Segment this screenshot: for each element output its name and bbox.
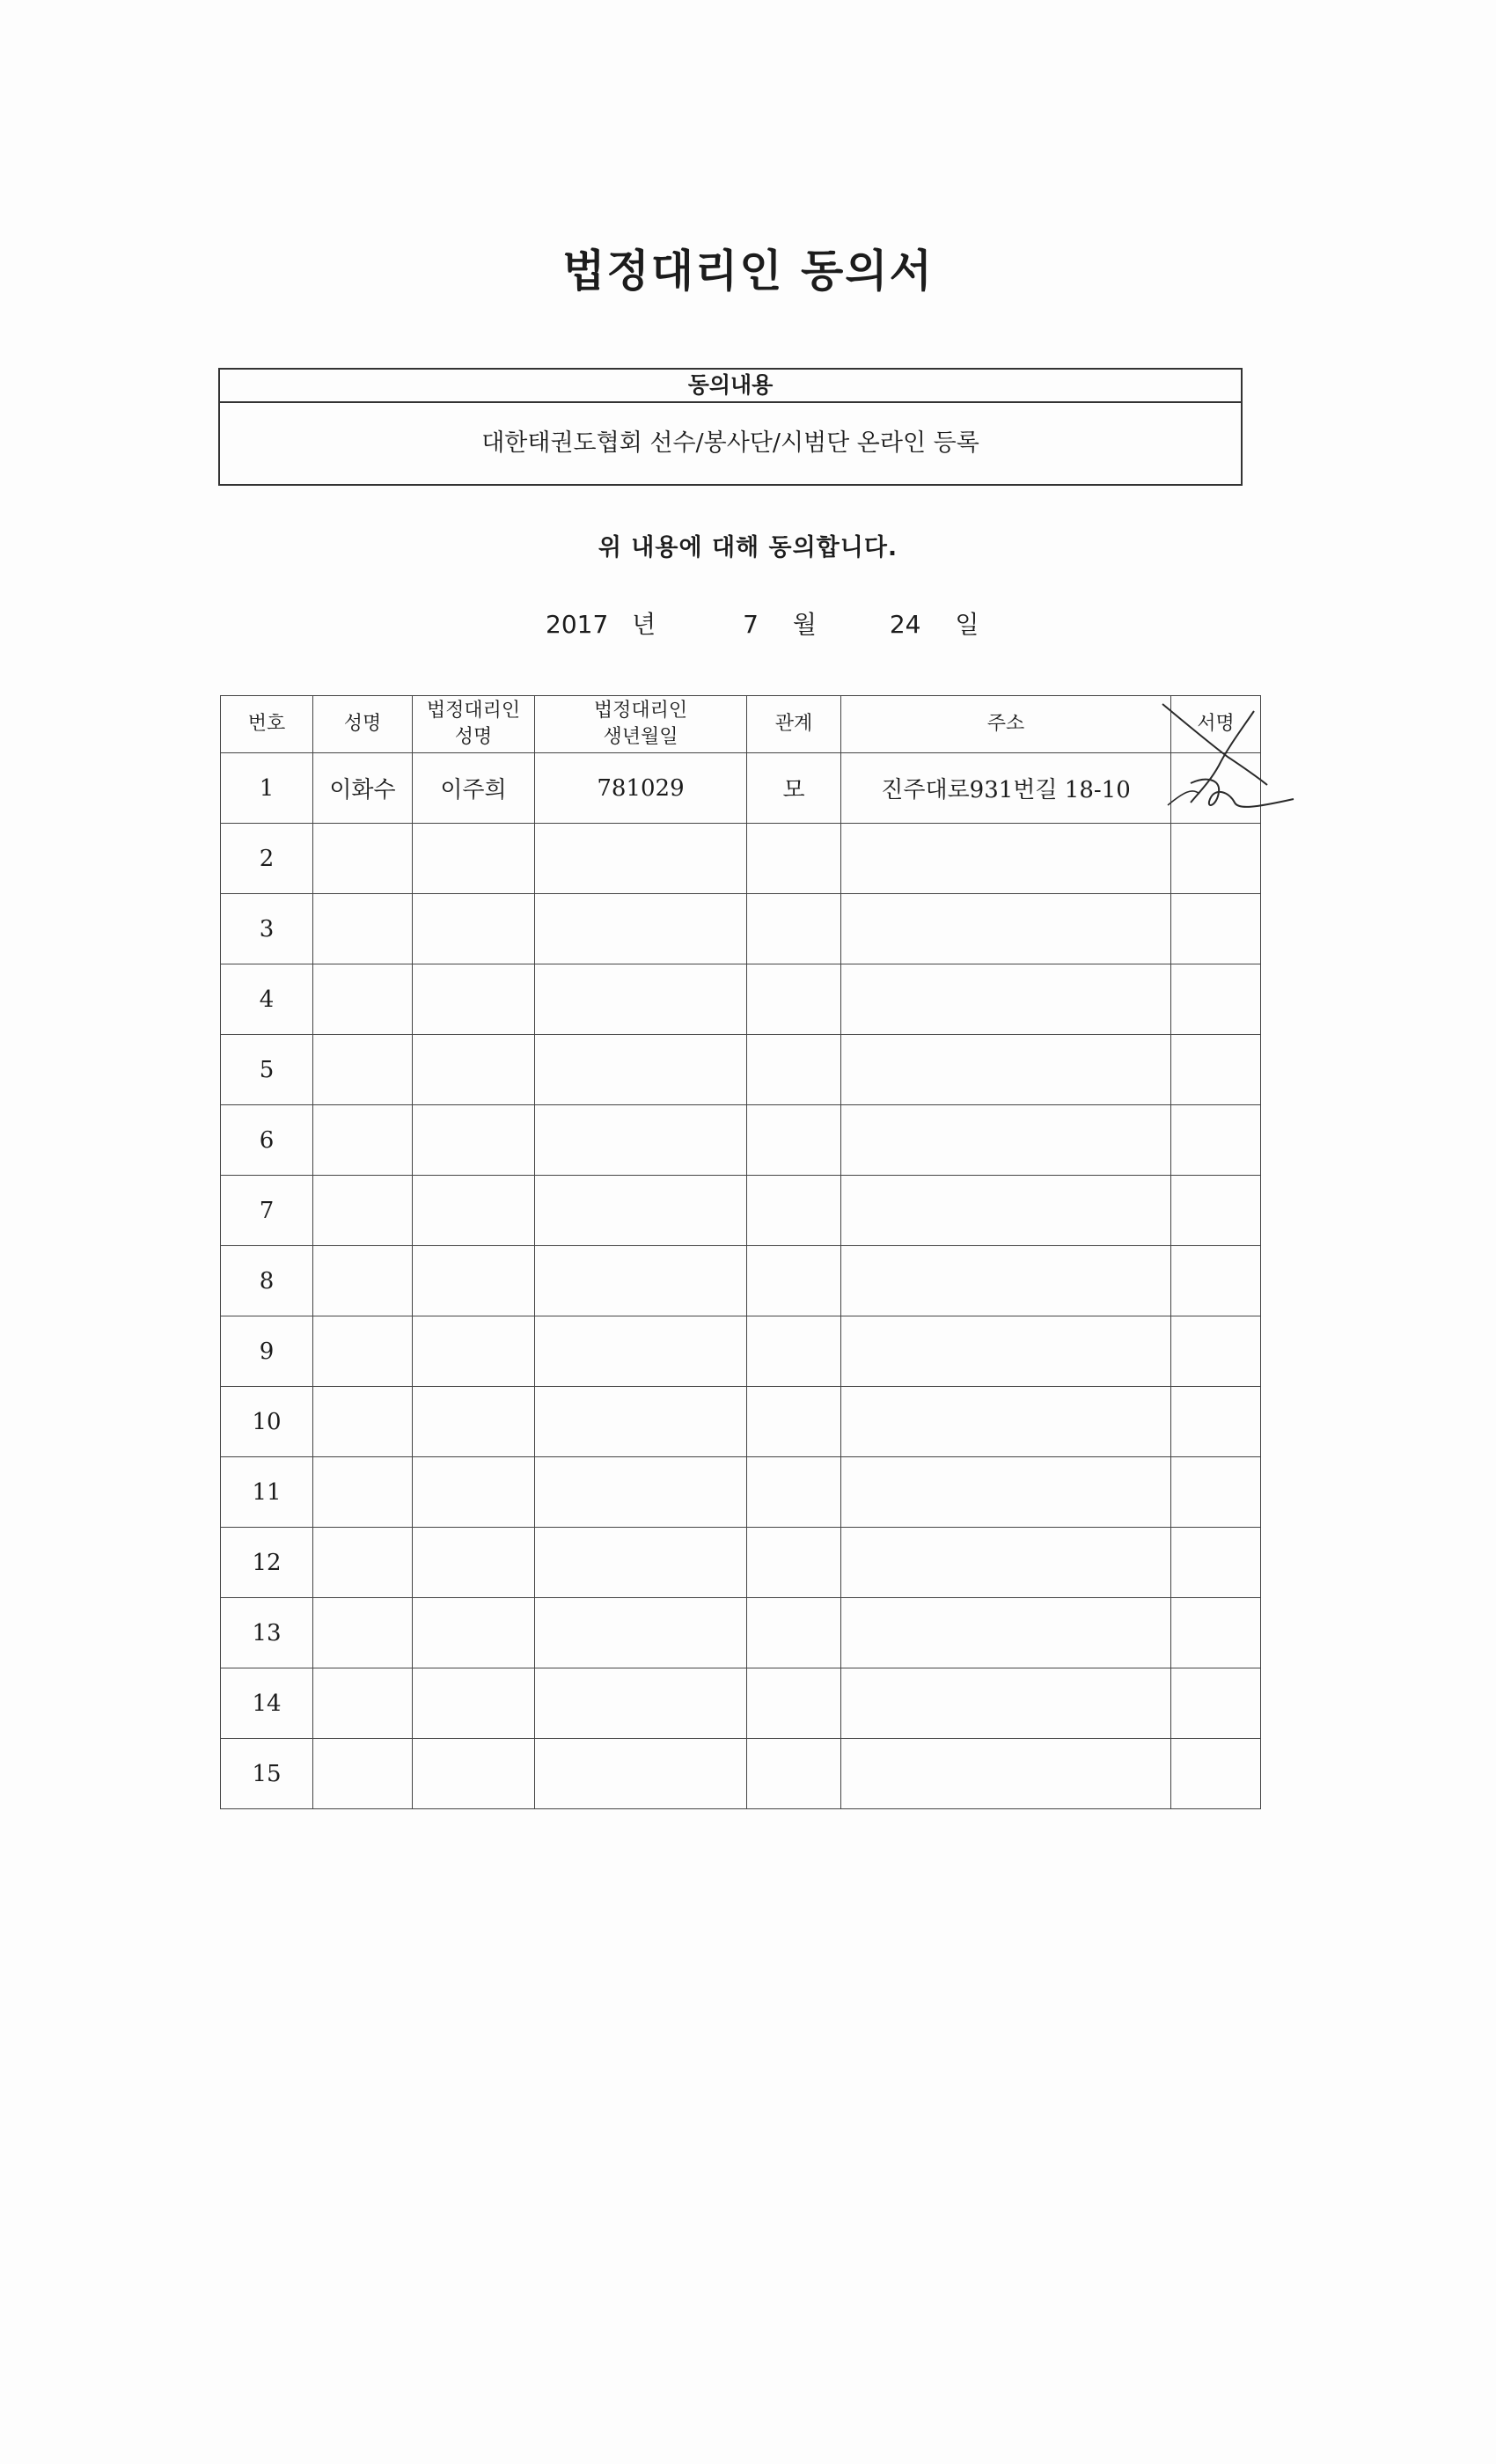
cell-name <box>313 1739 413 1809</box>
cell-guardian-birth <box>535 1035 747 1105</box>
cell-number: 11 <box>221 1457 313 1528</box>
table-row <box>221 824 1261 894</box>
cell-address <box>841 1668 1171 1739</box>
cell-relation <box>747 1528 841 1598</box>
document-title: 법정대리인 동의서 <box>562 245 934 297</box>
cell-guardian-birth <box>535 1316 747 1387</box>
cell-guardian-name <box>413 1246 535 1316</box>
date-month: 7 <box>743 610 759 639</box>
date-year: 2017 <box>546 610 609 639</box>
cell-guardian-name <box>413 1105 535 1176</box>
cell-number: 5 <box>221 1035 313 1105</box>
table-row <box>221 1457 1261 1528</box>
cell-name <box>313 1035 413 1105</box>
cell-signature <box>1171 1105 1261 1176</box>
cell-guardian-birth <box>535 1457 747 1528</box>
cell-signature <box>1171 1246 1261 1316</box>
date-line <box>546 605 979 641</box>
cell-relation <box>747 1035 841 1105</box>
header-address: 주소 <box>841 696 1171 753</box>
cell-guardian-birth <box>535 894 747 964</box>
cell-signature <box>1171 1457 1261 1528</box>
cell-relation <box>747 1105 841 1176</box>
header-number: 번호 <box>221 696 313 753</box>
cell-address <box>841 1316 1171 1387</box>
cell-guardian-birth <box>535 1387 747 1457</box>
guardian-signature-table <box>220 695 1261 1809</box>
cell-relation <box>747 1176 841 1246</box>
table-row <box>221 1105 1261 1176</box>
cell-signature <box>1171 1528 1261 1598</box>
cell-guardian-name <box>413 1387 535 1457</box>
cell-number: 9 <box>221 1316 313 1387</box>
table-row <box>221 1387 1261 1457</box>
cell-number: 8 <box>221 1246 313 1316</box>
cell-guardian-name <box>413 1316 535 1387</box>
cell-relation <box>747 1457 841 1528</box>
cell-address <box>841 824 1171 894</box>
consent-content: 대한태권도협회 선수/봉사단/시범단 온라인 등록 <box>481 429 979 457</box>
cell-relation <box>747 894 841 964</box>
cell-address <box>841 1457 1171 1528</box>
header-relation: 관계 <box>747 696 841 753</box>
table-row <box>221 753 1261 824</box>
cell-signature <box>1171 1668 1261 1739</box>
cell-relation <box>747 1316 841 1387</box>
cell-guardian-birth <box>535 1739 747 1809</box>
cell-number: 7 <box>221 1176 313 1246</box>
cell-relation <box>747 1598 841 1668</box>
cell-name <box>313 824 413 894</box>
cell-address <box>841 1105 1171 1176</box>
cell-signature <box>1171 1176 1261 1246</box>
cell-name <box>313 894 413 964</box>
cell-number: 14 <box>221 1668 313 1739</box>
cell-address <box>841 1598 1171 1668</box>
consent-header: 동의내용 <box>220 370 1241 403</box>
cell-signature <box>1171 753 1261 824</box>
header-name: 성명 <box>313 696 413 753</box>
cell-number: 1 <box>221 753 313 824</box>
cell-guardian-name <box>413 1457 535 1528</box>
cell-signature <box>1171 1387 1261 1457</box>
cell-relation <box>747 1387 841 1457</box>
cell-number: 13 <box>221 1598 313 1668</box>
table-row <box>221 1035 1261 1105</box>
header-signature: 서명 <box>1171 696 1261 753</box>
cell-guardian-name <box>413 964 535 1035</box>
cell-guardian-birth <box>535 1246 747 1316</box>
cell-signature <box>1171 824 1261 894</box>
date-year-unit: 년 <box>632 610 656 639</box>
cell-number: 12 <box>221 1528 313 1598</box>
cell-relation <box>747 1246 841 1316</box>
cell-number: 6 <box>221 1105 313 1176</box>
cell-number: 10 <box>221 1387 313 1457</box>
cell-signature <box>1171 964 1261 1035</box>
date-month-unit: 월 <box>792 610 817 639</box>
cell-number: 15 <box>221 1739 313 1809</box>
cell-guardian-name <box>413 824 535 894</box>
cell-name <box>313 1316 413 1387</box>
table-row <box>221 1316 1261 1387</box>
table-body <box>221 753 1261 1809</box>
cell-relation <box>747 824 841 894</box>
cell-address <box>841 1387 1171 1457</box>
cell-number: 3 <box>221 894 313 964</box>
cell-relation: 모 <box>747 753 841 824</box>
cell-guardian-name <box>413 1528 535 1598</box>
header-guardian-birth: 법정대리인 생년월일 <box>535 696 747 753</box>
table-row <box>221 1739 1261 1809</box>
cell-guardian-name <box>413 1598 535 1668</box>
table-row <box>221 1598 1261 1668</box>
cell-relation <box>747 1739 841 1809</box>
cell-guardian-name <box>413 1739 535 1809</box>
cell-name <box>313 1176 413 1246</box>
cell-number: 2 <box>221 824 313 894</box>
cell-guardian-birth <box>535 964 747 1035</box>
cell-guardian-birth <box>535 1105 747 1176</box>
cell-number: 4 <box>221 964 313 1035</box>
table-row <box>221 1246 1261 1316</box>
cell-name <box>313 1598 413 1668</box>
cell-guardian-birth: 781029 <box>535 753 747 824</box>
table-row <box>221 1528 1261 1598</box>
cell-address <box>841 1528 1171 1598</box>
cell-guardian-birth <box>535 824 747 894</box>
cell-relation <box>747 964 841 1035</box>
date-day-unit: 일 <box>955 610 979 639</box>
cell-name <box>313 1105 413 1176</box>
cell-guardian-birth <box>535 1176 747 1246</box>
cell-signature <box>1171 1316 1261 1387</box>
table-row <box>221 1668 1261 1739</box>
cell-name: 이화수 <box>313 753 413 824</box>
table-header-row <box>221 696 1261 753</box>
consent-content-box <box>218 368 1243 486</box>
cell-address <box>841 1176 1171 1246</box>
cell-guardian-name <box>413 1668 535 1739</box>
cell-address <box>841 894 1171 964</box>
cell-address <box>841 964 1171 1035</box>
cell-name <box>313 1457 413 1528</box>
cell-name <box>313 1528 413 1598</box>
table-row <box>221 964 1261 1035</box>
cell-guardian-birth <box>535 1528 747 1598</box>
cell-signature <box>1171 1739 1261 1809</box>
cell-guardian-birth <box>535 1668 747 1739</box>
cell-guardian-name <box>413 894 535 964</box>
cell-address <box>841 1035 1171 1105</box>
cell-address <box>841 1739 1171 1809</box>
cell-name <box>313 1246 413 1316</box>
cell-name <box>313 1668 413 1739</box>
header-guardian-name: 법정대리인 성명 <box>413 696 535 753</box>
cell-signature <box>1171 1035 1261 1105</box>
cell-relation <box>747 1668 841 1739</box>
table-row <box>221 894 1261 964</box>
cell-signature <box>1171 894 1261 964</box>
table-row <box>221 1176 1261 1246</box>
cell-address: 진주대로931번길 18-10 <box>841 753 1171 824</box>
agreement-statement: 위 내용에 대해 동의합니다. <box>598 534 898 561</box>
cell-guardian-name: 이주희 <box>413 753 535 824</box>
cell-guardian-name <box>413 1176 535 1246</box>
cell-signature <box>1171 1598 1261 1668</box>
cell-guardian-name <box>413 1035 535 1105</box>
cell-address <box>841 1246 1171 1316</box>
cell-guardian-birth <box>535 1598 747 1668</box>
cell-name <box>313 964 413 1035</box>
cell-name <box>313 1387 413 1457</box>
date-day: 24 <box>889 610 921 639</box>
